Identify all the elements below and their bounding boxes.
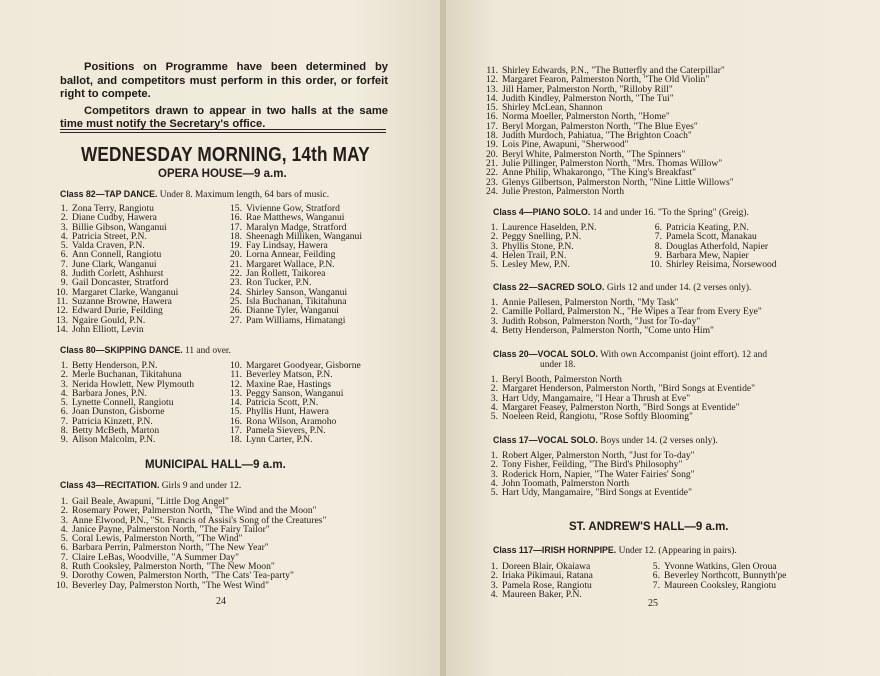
class-20-detail: With own Accompanist (joint effort). 12 and bbox=[600, 350, 768, 360]
item-number: 4. bbox=[490, 324, 498, 336]
item-text: Nerida Howlett, New Plymouth bbox=[72, 378, 195, 390]
item-number: 1. bbox=[490, 561, 498, 572]
item-text: Shirley Sanson, Wanganui bbox=[246, 286, 348, 298]
item-number: 1. bbox=[60, 203, 68, 214]
item-text: Patricia Scott, P.N. bbox=[246, 397, 319, 409]
item-number: 6. bbox=[60, 249, 68, 261]
item-text: Roderick Horn, Napier, "The Water Fairies' Song" bbox=[502, 468, 695, 480]
class-20-detail-cont: under 18. bbox=[540, 360, 576, 370]
item-text: Joan Dunston, Gisborne bbox=[72, 406, 165, 418]
item-number: 8. bbox=[60, 561, 68, 573]
class-117-list-col1 bbox=[482, 562, 593, 599]
item-number: 17. bbox=[230, 425, 242, 437]
item-text: Margaret Wallace, P.N. bbox=[246, 258, 335, 270]
item-number: 14. bbox=[56, 323, 68, 335]
item-number: 4. bbox=[60, 387, 68, 399]
item-text: Ruth Cooksley, Palmerston North, "The New Moon" bbox=[72, 561, 275, 573]
item-text: Anne Philip, Whakarongo, "The King's Breakfast" bbox=[502, 167, 697, 179]
item-text: Shirley McLean, Shannon bbox=[502, 102, 603, 114]
item-number: 11. bbox=[230, 369, 242, 381]
item-text: Doreen Blair, Okaiawa bbox=[502, 561, 591, 572]
class-117-heading bbox=[493, 544, 737, 557]
list-item bbox=[482, 590, 593, 599]
list-item bbox=[482, 488, 695, 497]
item-number: 10. bbox=[56, 579, 68, 591]
item-text: Norma Moeller, Palmerston North, "Home" bbox=[502, 111, 670, 123]
item-text: Coral Lewis, Palmerston North, "The Wind" bbox=[72, 533, 243, 545]
item-text: Betty Henderson, Palmerston North, "Come unto Him" bbox=[502, 324, 714, 336]
item-text: Shirley Edwards, P.N., "The Butterfly and the Caterpillar" bbox=[502, 65, 725, 76]
item-number: 23. bbox=[486, 176, 498, 188]
item-text: Barbara Jones, P.N. bbox=[72, 387, 147, 399]
item-text: Lorna Annear, Feilding bbox=[246, 249, 336, 261]
item-number: 16. bbox=[230, 415, 242, 427]
item-text: Dianne Tyler, Wanganui bbox=[246, 305, 339, 317]
item-text: Beryl Morgan, Palmerston North, "The Blue Eyes" bbox=[502, 120, 698, 132]
item-text: Sheenagh Milliken, Wanganui bbox=[246, 230, 363, 242]
notice-ballot: Positions on Programme have been determined by ballot, and competitors must perform in this order, or forfeit right to compete. bbox=[60, 61, 388, 100]
item-text: Peggy Snelling, P.N. bbox=[502, 231, 582, 243]
item-number: 15. bbox=[230, 406, 242, 418]
double-rule-bottom bbox=[60, 132, 386, 133]
item-text: Phyllis Hunt, Hawera bbox=[246, 406, 329, 418]
class-117-label: Class 117—IRISH HORNPIPE. bbox=[493, 545, 617, 555]
class-20-heading bbox=[493, 348, 767, 361]
item-text: Rosemary Power, Palmerston North, "The Wind and the Moon" bbox=[72, 505, 317, 517]
item-text: Lesley Mew, P.N. bbox=[502, 259, 570, 271]
item-number: 16. bbox=[486, 111, 498, 123]
item-text: Janice Payne, Palmerston North, "The Fairy Tailor" bbox=[72, 523, 270, 535]
class-43-list bbox=[52, 497, 326, 590]
item-text: Maxine Rae, Hastings bbox=[246, 378, 331, 390]
item-number: 3. bbox=[60, 514, 68, 526]
item-text: Lynette Connell, Rangiotu bbox=[72, 397, 174, 409]
class-17-list bbox=[482, 451, 695, 497]
item-text: Yvonne Watkins, Glen Oroua bbox=[664, 561, 777, 572]
class-43-heading bbox=[60, 479, 241, 492]
item-number: 21. bbox=[486, 157, 498, 169]
item-number: 11. bbox=[486, 65, 498, 76]
item-number: 4. bbox=[490, 401, 498, 413]
item-number: 23. bbox=[230, 277, 242, 289]
item-text: Zona Terry, Rangiotu bbox=[72, 203, 154, 214]
class-80-label: Class 80—SKIPPING DANCE. bbox=[60, 345, 183, 355]
item-text: Hart Udy, Mangamaire, "I Hear a Thrush at Eve" bbox=[502, 392, 691, 404]
class-82-list-col2 bbox=[226, 204, 362, 325]
opera-house-heading: OPERA HOUSE—9 a.m. bbox=[158, 168, 287, 180]
class-22-list bbox=[482, 298, 762, 335]
item-number: 3. bbox=[490, 240, 498, 252]
item-number: 22. bbox=[230, 268, 242, 280]
item-text: Peggy Sanson, Wanganui bbox=[246, 387, 344, 399]
item-number: 6. bbox=[60, 406, 68, 418]
item-number: 14. bbox=[230, 397, 242, 409]
item-number: 19. bbox=[486, 139, 498, 151]
item-number: 20. bbox=[230, 249, 242, 261]
class-80-list-col2 bbox=[226, 361, 361, 445]
item-number: 20. bbox=[486, 148, 498, 160]
item-text: Edward Durie, Feilding bbox=[72, 305, 163, 317]
item-number: 18. bbox=[230, 230, 242, 242]
item-text: Lois Pine, Awapuni, "Sherwood" bbox=[502, 139, 629, 151]
item-text: Billie Gibson, Wanganui bbox=[72, 221, 167, 233]
item-text: Beryl Booth, Palmerston North bbox=[502, 374, 622, 385]
class-17-label: Class 17—VOCAL SOLO. bbox=[493, 435, 598, 445]
item-text: Betty McBeth, Marton bbox=[72, 425, 160, 437]
item-number: 2. bbox=[490, 459, 498, 471]
class-80-detail: 11 and over. bbox=[185, 346, 231, 356]
item-number: 1. bbox=[490, 222, 498, 233]
item-text: Valda Craven, P.N. bbox=[72, 240, 145, 252]
class-17-detail: Boys under 14. (2 verses only). bbox=[600, 436, 718, 446]
item-text: Patricia Street, P.N. bbox=[72, 230, 147, 242]
item-text: Douglas Atherfold, Napier bbox=[666, 240, 769, 252]
item-number: 10. bbox=[650, 259, 662, 271]
item-number: 8. bbox=[654, 240, 662, 252]
item-number: 7. bbox=[60, 258, 68, 270]
class-43-detail: Girls 9 and under 12. bbox=[161, 481, 242, 491]
item-text: Pamela Sievers, P.N. bbox=[246, 425, 326, 437]
item-number: 5. bbox=[490, 259, 498, 271]
item-number: 5. bbox=[60, 397, 68, 409]
item-number: 2. bbox=[60, 369, 68, 381]
list-item bbox=[482, 412, 755, 421]
item-text: Diane Cudby, Hawera bbox=[72, 212, 157, 224]
page-number-left: 24 bbox=[216, 596, 226, 607]
item-number: 5. bbox=[60, 533, 68, 545]
item-number: 13. bbox=[56, 314, 68, 326]
item-number: 4. bbox=[490, 249, 498, 261]
double-rule-top bbox=[60, 129, 386, 130]
item-number: 24. bbox=[486, 185, 498, 197]
item-text: Lynn Carter, P.N. bbox=[246, 434, 313, 446]
item-text: Julie Preston, Palmerston North bbox=[502, 185, 625, 197]
item-text: Betty Henderson, P.N. bbox=[72, 360, 158, 371]
item-text: John Toomath, Palmerston North bbox=[502, 477, 630, 489]
class-4-list-col2 bbox=[646, 223, 777, 269]
item-number: 3. bbox=[490, 468, 498, 480]
item-number: 18. bbox=[230, 434, 242, 446]
item-text: Jill Hamer, Palmerston North, "Rilloby Rill" bbox=[502, 83, 673, 95]
item-text: Shirley Reisima, Norsewood bbox=[666, 259, 777, 271]
item-text: Judith Robson, Palmerston North, "Just for To-day" bbox=[502, 315, 701, 327]
item-number: 4. bbox=[490, 588, 498, 600]
item-text: Gail Doncaster, Stratford bbox=[72, 277, 169, 289]
item-number: 4. bbox=[490, 477, 498, 489]
item-text: Maureen Baker, P.N. bbox=[502, 588, 582, 600]
item-number: 2. bbox=[490, 570, 498, 582]
item-text: Ngaire Gould, P.N. bbox=[72, 314, 146, 326]
item-number: 1. bbox=[490, 450, 498, 461]
item-text: June Clark, Wanganui bbox=[72, 258, 157, 270]
class-80-list-col1 bbox=[52, 361, 194, 445]
item-text: Claire LeBas, Woodville, "A Summer Day" bbox=[72, 551, 240, 563]
item-text: Beverley Northcott, Bunnyth'pe bbox=[664, 570, 787, 582]
item-text: John Elliott, Levin bbox=[72, 323, 144, 335]
class-4-list-col1 bbox=[482, 223, 597, 269]
item-text: Pamela Scott, Manakau bbox=[666, 231, 757, 243]
class-82-detail: Under 8. Maximum length, 64 bars of music. bbox=[159, 190, 330, 200]
item-number: 15. bbox=[230, 203, 242, 214]
item-number: 17. bbox=[486, 120, 498, 132]
item-text: Judith Corlett, Ashhurst bbox=[72, 268, 164, 280]
item-number: 12. bbox=[56, 305, 68, 317]
item-number: 2. bbox=[490, 231, 498, 243]
item-number: 1. bbox=[60, 360, 68, 371]
list-item bbox=[482, 187, 734, 196]
item-text: Margaret Goodyear, Gisborne bbox=[246, 360, 361, 371]
item-text: Dorothy Cowen, Palmerston North, "The Cats' Tea-party" bbox=[72, 570, 294, 582]
item-number: 7. bbox=[652, 579, 660, 591]
item-text: Margaret Clarke, Wanganui bbox=[72, 286, 179, 298]
item-number: 6. bbox=[60, 542, 68, 554]
item-number: 19. bbox=[230, 240, 242, 252]
item-text: Tony Fisher, Feilding, "The Bird's Philosophy" bbox=[502, 459, 683, 471]
page-number-right: 25 bbox=[648, 598, 658, 609]
item-number: 3. bbox=[60, 378, 68, 390]
item-number: 9. bbox=[60, 434, 68, 446]
item-number: 4. bbox=[60, 523, 68, 535]
class-117-list-col2 bbox=[644, 562, 786, 590]
item-text: Iriaka Pikimaui, Ratana bbox=[502, 570, 593, 582]
item-text: Annie Pallesen, Palmerston North, "My Task" bbox=[502, 297, 679, 308]
item-number: 2. bbox=[60, 212, 68, 224]
item-text: Margaret Fearon, Palmerston North, "The Old Violin" bbox=[502, 74, 710, 86]
class-22-heading bbox=[493, 281, 751, 294]
item-text: Laurence Haselden, P.N. bbox=[502, 222, 597, 233]
item-text: Jan Rollett, Taikorea bbox=[246, 268, 326, 280]
class-82-list-col1 bbox=[52, 204, 178, 334]
item-text: Patricia Keating, P.N. bbox=[666, 222, 749, 233]
item-number: 14. bbox=[486, 92, 498, 104]
item-number: 9. bbox=[60, 277, 68, 289]
page-25 bbox=[446, 0, 880, 676]
item-text: Fay Lindsay, Hawera bbox=[246, 240, 328, 252]
item-text: Maureen Cooksley, Rangiotu bbox=[664, 579, 777, 591]
item-text: Rae Matthews, Wanganui bbox=[246, 212, 345, 224]
item-text: Noeleen Reid, Rangiotu, "Rose Softly Blooming" bbox=[502, 411, 693, 423]
list-item bbox=[644, 581, 786, 590]
item-number: 18. bbox=[486, 130, 498, 142]
item-text: Margaret Feasey, Palmerston North, "Bird Songs at Eventide" bbox=[502, 401, 740, 413]
item-number: 5. bbox=[490, 411, 498, 423]
class-4-detail: 14 and under 16. "To the Spring" (Greig). bbox=[592, 208, 749, 218]
class-4-label: Class 4—PIANO SOLO. bbox=[493, 207, 591, 217]
item-number: 9. bbox=[60, 570, 68, 582]
item-text: Beryl White, Palmerston North, "The Spinners" bbox=[502, 148, 686, 160]
class-22-label: Class 22—SACRED SOLO. bbox=[493, 282, 605, 292]
item-number: 8. bbox=[60, 268, 68, 280]
item-number: 12. bbox=[230, 378, 242, 390]
list-item bbox=[482, 326, 762, 335]
list-item bbox=[482, 260, 597, 269]
item-number: 7. bbox=[654, 231, 662, 243]
notice-two-halls: Competitors drawn to appear in two halls at the same time must notify the Secretary's office. bbox=[60, 104, 388, 130]
item-number: 4. bbox=[60, 230, 68, 242]
item-number: 13. bbox=[230, 387, 242, 399]
item-text: Vivienne Gow, Stratford bbox=[246, 203, 340, 214]
item-text: Patricia Kinzett, P.N. bbox=[72, 415, 153, 427]
item-text: Barbara Mew, Napier bbox=[666, 249, 749, 261]
item-text: Anne Elwood, P.N., "St. Francis of Assisi's Song of the Creatures" bbox=[72, 514, 327, 526]
list-item bbox=[52, 325, 178, 334]
item-number: 27. bbox=[230, 314, 242, 326]
item-number: 16. bbox=[230, 212, 242, 224]
item-number: 8. bbox=[60, 425, 68, 437]
item-number: 21. bbox=[230, 258, 242, 270]
item-text: Helen Trail, P.N. bbox=[502, 249, 567, 261]
item-text: Gail Beale, Awapuni, "Little Dog Angel" bbox=[72, 496, 229, 507]
item-number: 5. bbox=[60, 240, 68, 252]
list-item bbox=[52, 581, 326, 590]
item-text: Beverley Matson, P.N. bbox=[246, 369, 333, 381]
item-text: Barbara Perrin, Palmerston North, "The New Year" bbox=[72, 542, 269, 554]
item-number: 7. bbox=[60, 551, 68, 563]
item-text: Alison Malcolm, P.N. bbox=[72, 434, 156, 446]
item-text: Pamela Rose, Rangiotu bbox=[502, 579, 592, 591]
item-number: 1. bbox=[490, 297, 498, 308]
class-4-heading bbox=[493, 206, 749, 219]
item-number: 3. bbox=[490, 392, 498, 404]
item-number: 7. bbox=[60, 415, 68, 427]
item-text: Isla Buchanan, Tikitahuna bbox=[246, 295, 347, 307]
item-text: Robert Alger, Palmerston North, "Just for To-day" bbox=[502, 450, 695, 461]
ballot-notice bbox=[60, 61, 388, 132]
item-number: 24. bbox=[230, 286, 242, 298]
list-item bbox=[226, 435, 361, 444]
item-text: Beverley Day, Palmerston North, "The West Wind" bbox=[72, 579, 269, 591]
item-number: 2. bbox=[60, 505, 68, 517]
item-number: 6. bbox=[652, 570, 660, 582]
item-number: 26. bbox=[230, 305, 242, 317]
item-text: Rona Wilson, Aramoho bbox=[246, 415, 337, 427]
class-117-detail: Under 12. (Appearing in pairs). bbox=[618, 546, 737, 556]
class-22-detail: Girls 12 and under 14. (2 verses only). bbox=[606, 283, 752, 293]
item-text: Phyllis Stone, P.N. bbox=[502, 240, 574, 252]
day-title: WEDNESDAY MORNING, 14th MAY bbox=[81, 144, 370, 166]
item-text: Julie Pillinger, Palmerston North, "Mrs. Thomas Willow" bbox=[502, 157, 723, 169]
class-20-list bbox=[482, 375, 755, 421]
item-number: 9. bbox=[654, 249, 662, 261]
item-number: 10. bbox=[230, 360, 242, 371]
item-text: Margaret Henderson, Palmerston North, "Bird Songs at Eventide" bbox=[502, 383, 756, 395]
item-number: 2. bbox=[490, 306, 498, 318]
item-number: 1. bbox=[490, 374, 498, 385]
item-text: Glenys Gilbertson, Palmerston North, "Nine Little Willows" bbox=[502, 176, 734, 188]
municipal-hall-heading: MUNICIPAL HALL—9 a.m. bbox=[145, 459, 286, 471]
item-text: Judith Murdoch, Pahiatua, "The Brighton Coach" bbox=[502, 130, 692, 142]
item-number: 3. bbox=[490, 315, 498, 327]
st-andrews-hall-heading: ST. ANDREW'S HALL—9 a.m. bbox=[569, 521, 729, 533]
item-text: Pam Williams, Himatangi bbox=[246, 314, 346, 326]
item-text: Ron Tucker, P.N. bbox=[246, 277, 312, 289]
item-number: 25. bbox=[230, 295, 242, 307]
list-item bbox=[52, 435, 194, 444]
item-number: 2. bbox=[490, 383, 498, 395]
item-number: 5. bbox=[652, 561, 660, 572]
item-number: 10. bbox=[56, 286, 68, 298]
item-number: 3. bbox=[60, 221, 68, 233]
item-number: 11. bbox=[56, 295, 68, 307]
item-number: 13. bbox=[486, 83, 498, 95]
class-43-continued-list bbox=[482, 66, 734, 196]
class-82-heading bbox=[60, 188, 329, 201]
item-text: Maralyn Madge, Stratford bbox=[246, 221, 347, 233]
item-number: 1. bbox=[60, 496, 68, 507]
item-number: 22. bbox=[486, 167, 498, 179]
item-text: Hart Udy, Mangamaire, "Bird Songs at Eventide" bbox=[502, 487, 692, 499]
class-82-label: Class 82—TAP DANCE. bbox=[60, 189, 158, 199]
item-text: Judith Kindley, Palmerston North, "The Tui" bbox=[502, 92, 674, 104]
class-43-label: Class 43—RECITATION. bbox=[60, 480, 160, 490]
item-text: Camille Pollard, Palmerston N., "He Wipes a Tear from Every Eye" bbox=[502, 306, 762, 318]
list-item bbox=[646, 260, 777, 269]
class-80-heading bbox=[60, 344, 231, 357]
item-text: Ann Connell, Rangiotu bbox=[72, 249, 162, 261]
list-item bbox=[226, 316, 362, 325]
item-text: Suzanne Browne, Hawera bbox=[72, 295, 172, 307]
item-number: 6. bbox=[654, 222, 662, 233]
item-number: 12. bbox=[486, 74, 498, 86]
item-text: Merle Buchanan, Tikitahuna bbox=[72, 369, 182, 381]
item-number: 5. bbox=[490, 487, 498, 499]
item-number: 15. bbox=[486, 102, 498, 114]
item-number: 17. bbox=[230, 221, 242, 233]
item-number: 3. bbox=[490, 579, 498, 591]
class-17-heading bbox=[493, 434, 718, 447]
class-20-label: Class 20—VOCAL SOLO. bbox=[493, 349, 598, 359]
